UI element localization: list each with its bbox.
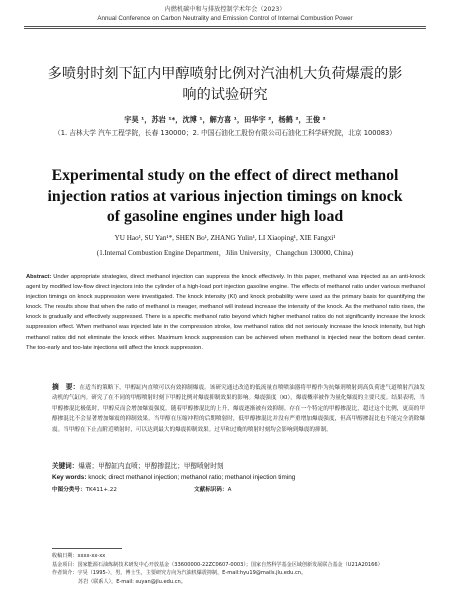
title-en-line: Experimental study on the effect of direct methanol <box>51 167 399 184</box>
keywords-en <box>52 473 425 483</box>
title-en-line: injection ratios at various injection timings on knock <box>47 187 403 205</box>
paper-title-en <box>24 166 426 228</box>
footnote-value: 国家能源石油炼制技术研发中心开放基金（33600000-22ZC0607-0003）；国家自然科学基金区域创新发展联合基金（U21A20166） <box>77 561 383 568</box>
footnote-key: 基金项目： <box>52 561 78 568</box>
affiliations-zh: （1. 吉林大学 汽车工程学院，长春 130000；2. 中国石油化工股份有限公司石油化工科学研究院，北京 100083） <box>54 129 396 137</box>
keywords-zh <box>52 461 425 471</box>
classification-line <box>52 485 425 495</box>
paper-title-zh <box>28 64 422 106</box>
footnote-divider <box>52 548 122 549</box>
document-code <box>194 485 231 495</box>
footnotes <box>52 552 425 586</box>
clc-label: 中图分类号： <box>52 487 86 493</box>
doc-value: A <box>227 487 232 493</box>
title-zh-line: 响的试验研究 <box>182 87 268 103</box>
abstract-zh-text: 在适当的策略下，甲醇缸内直喷可以有效抑制爆震。该研究通过改造的低流量直喷喷油器将甲醇作为抗爆剂喷射到高负荷进气道喷射汽油发动机的气缸内。研究了在不同的甲醇喷射时刻下甲醇比例对爆震抑制效果的影响。爆震强度（KI），爆震概率被作为量化爆震的主要尺度。结果表明，当甲醇掺混比极低时，甲醇反而会增加爆震强度。随着甲醇掺混比的上升，爆震逐渐被有效抑制。存在一个特定的甲醇掺混比，超过这个比例，更高的甲醇掺混比不会显著增加爆震的抑制效果。当甲醇在压缩冲程的后期喷射时，低甲醇掺混比并没有严重增加爆震强度，但高甲醇掺混比也不能完全消除爆震。当甲醇在下止点附近喷射时，可以达到最大的爆震抑制效果。过早和过晚的喷射时刻均会影响到爆震的抑制。 <box>52 385 425 433</box>
conference-name-zh: 内燃机碳中和与排放控制学术年会（2023） <box>164 6 286 13</box>
header-divider <box>24 28 426 29</box>
doc-label: 文献标识码： <box>194 487 228 493</box>
footnote-item <box>52 561 425 570</box>
title-zh-line: 多喷射时刻下缸内甲醇喷射比例对汽油机大负荷爆震的影 <box>47 66 403 82</box>
conference-header <box>0 5 450 23</box>
footnote-key: 作者简介： <box>52 570 78 577</box>
abstract-en-label: Abstract: <box>26 274 52 280</box>
footnote-value: 宇昊（1995-），男，博士生，主要研究方向为汽油机爆震抑制，E-mail:hyu19@mails.jlu.edu.cn。 <box>77 570 307 577</box>
footnote-item <box>52 552 425 561</box>
abstract-zh <box>52 382 425 435</box>
footnote-value: xxxx-xx-xx <box>77 553 106 559</box>
title-en-line: of gasoline engines under high load <box>106 208 344 225</box>
header-divider <box>24 26 426 27</box>
keywords-zh-text: 爆震；甲醇缸内直喷；甲醇掺混比；甲醇喷射时刻 <box>78 462 224 470</box>
abstract-en-text: Under appropriate strategies, direct methanol injection can suppress the knock effectively. In this paper, methanol was injected as an anti-knock agent by modified low-flow direct injectors into the cylinder of a high-load port injection gasoline engine. The effects of methanol ratio under various methanol injection timings on knock suppression were investigated. The knock intensity (KI) and knock probability were used as the primary basis for quantifying the knock. The results show that when the ratio of methanol is meager, methanol will instead increase the intensity of the knock. As the methanol ratio rises, the knock is gradually and effectively suppressed. There is a specific methanol ratio beyond which higher methanol ratios do not significantly increase the knock suppression effect. When methanol was injected late in the compression stroke, low methanol ratios did not seriously increase the knock intensity, but high methanol ratios did not eliminate the knock either. Maximum knock suppression can be achieved when methanol is injected near the bottom dead center. The too-early and too-late injections will affect the knock suppression. <box>26 274 425 351</box>
authors-zh: 宇昊 ¹，苏岩 ¹*，沈博 ¹，解方喜 ¹，田华宇 ²，杨鹤 ²，王俊 ² <box>124 115 326 124</box>
affiliation-en: (1.Internal Combustion Engine Department，Jilin University，Changchun 130000, China) <box>96 249 354 257</box>
abstract-en <box>26 272 425 353</box>
keywords-zh-label: 关键词： <box>52 462 79 470</box>
abstract-zh-label: 摘 要： <box>52 383 80 391</box>
conference-name-en: Annual Conference on Carbon Neutrality and Emission Control of Internal Combustion Power <box>97 15 353 22</box>
keywords-en-label: Key words: <box>52 474 87 481</box>
footnote-key: 收稿日期： <box>52 553 78 559</box>
keywords-en-text: knock; direct methanol injection; methanol ratio; methanol injection timing <box>88 474 296 481</box>
authors-en: YU Hao¹, SU Yan¹*, SHEN Bo¹, ZHANG Yulin¹, LI Xiaoping¹, XIE Fangxi¹ <box>114 234 336 242</box>
footnote-item <box>52 578 425 587</box>
footnote-value: 苏岩（联系人），E-mail: suyan@jlu.edu.cn。 <box>78 578 186 585</box>
footnote-item <box>52 569 425 578</box>
footnote-key <box>52 578 78 587</box>
clc-value: TK411+.22 <box>85 487 117 493</box>
